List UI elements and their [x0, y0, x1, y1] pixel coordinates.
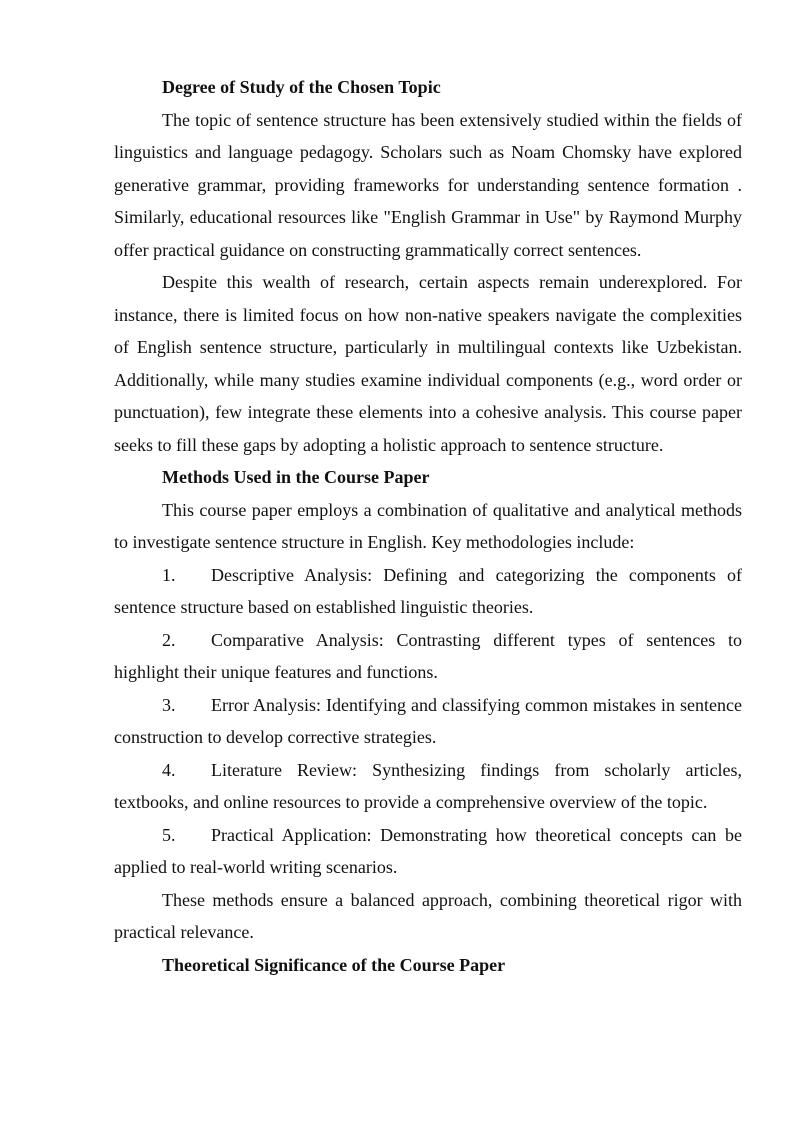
list-item-method-4: [114, 754, 742, 819]
list-text: Comparative Analysis: Contrasting different types of sentences to highlight their unique features and functions.: [114, 629, 742, 682]
paragraph-methods-outro: These methods ensure a balanced approach, combining theoretical rigor with practical relevance.: [114, 889, 742, 942]
paragraph-methods-intro: This course paper employs a combination of qualitative and analytical methods to investigate sentence structure in English. Key methodologies include:: [114, 499, 742, 552]
page-content: [114, 71, 742, 981]
list-text: Literature Review: Synthesizing findings from scholarly articles, textbooks, and online resources to provide a comprehensive overview of the topic.: [114, 759, 742, 812]
list-number: 1.: [162, 564, 176, 585]
list-number: 2.: [162, 629, 176, 650]
list-text: Practical Application: Demonstrating how theoretical concepts can be applied to real-world writing scenarios.: [114, 824, 742, 877]
list-number: 3.: [162, 694, 176, 715]
list-text: Descriptive Analysis: Defining and categorizing the components of sentence structure based on established linguistic theories.: [114, 564, 742, 617]
list-item-method-2: [114, 624, 742, 689]
section-heading-theoretical-significance: Theoretical Significance of the Course Paper: [162, 954, 506, 975]
paragraph-degree-of-study-2: Despite this wealth of research, certain aspects remain underexplored. For instance, there is limited focus on how non-native speakers navigate the complexities of English sentence structure, particularly in multilingual contexts like Uzbekistan. Additionally, while many studies examine individual components (e.g., word order or punctuation), few integrate these elements into a cohesive analysis. This course paper seeks to fill these gaps by adopting a holistic approach to sentence structure.: [114, 272, 742, 455]
paragraph-degree-of-study-1: The topic of sentence structure has been extensively studied within the fields of linguistics and language pedagogy. Scholars such as Noam Chomsky have explored generative grammar, providing frameworks for understanding sentence formation . Similarly, educational resources like "English Grammar in Use" by Raymond Murphy offer practical guidance on constructing grammatically correct sentences.: [114, 109, 742, 260]
list-number: 4.: [162, 759, 176, 780]
list-number: 5.: [162, 824, 176, 845]
list-item-method-3: [114, 689, 742, 754]
list-text: Error Analysis: Identifying and classifying common mistakes in sentence construction to develop corrective strategies.: [114, 694, 742, 747]
section-heading-methods: Methods Used in the Course Paper: [162, 467, 430, 487]
list-item-method-1: [114, 559, 742, 624]
list-item-method-5: [114, 819, 742, 884]
section-heading-degree-of-study: Degree of Study of the Chosen Topic: [162, 77, 441, 97]
